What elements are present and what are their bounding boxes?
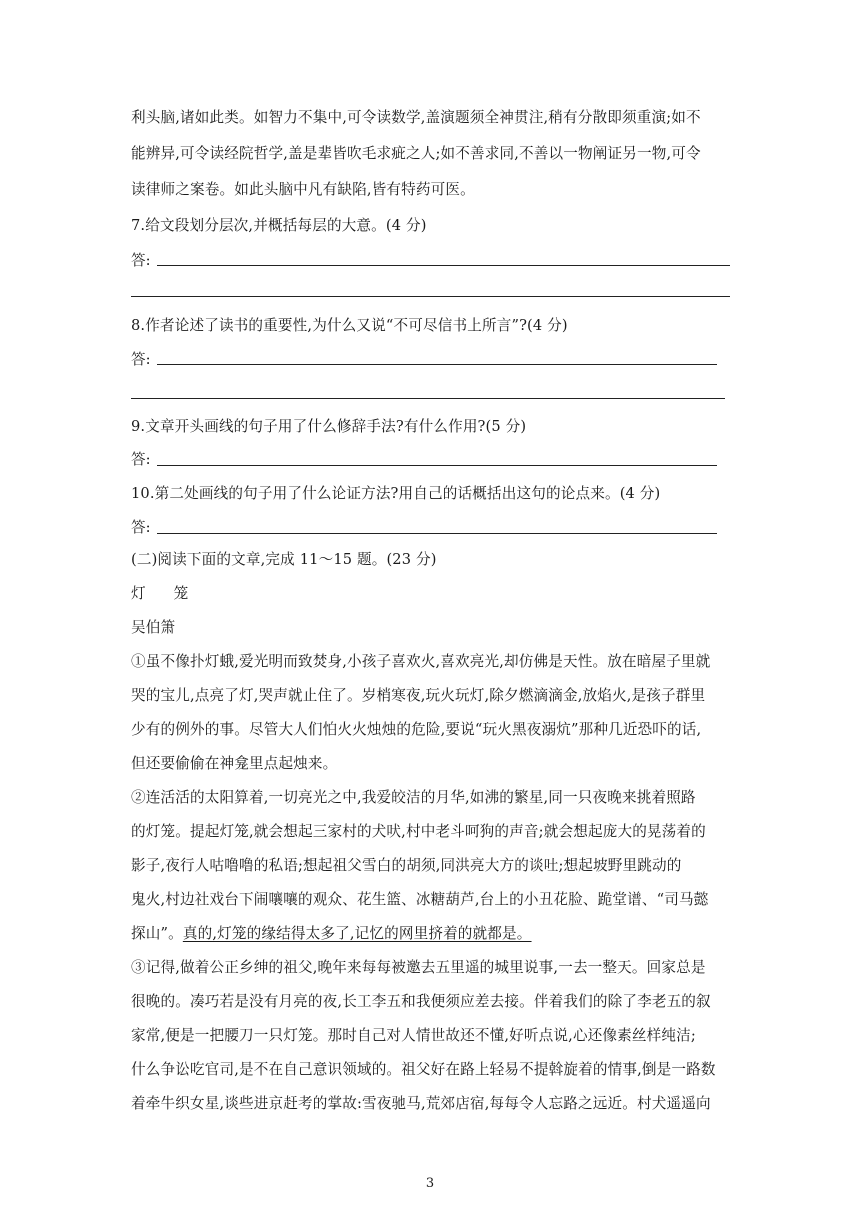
question-10: 10.第二处画线的句子用了什么论证方法?用自己的话概括出这句的论点来。(4 分) [131, 485, 661, 502]
paragraph-line: ①虽不像扑灯蛾,爱光明而致焚身,小孩子喜欢火,喜欢亮光,却仿佛是天性。放在暗屋子里就 [131, 653, 711, 670]
intro-line: 能辨异,可令读经院哲学,盖是辈皆吹毛求疵之人;如不善求同,不善以一物阐证另一物,可令 [131, 145, 701, 162]
article-title: 灯笼 [131, 585, 217, 602]
paragraph-line: 鬼火,村边社戏台下闹嚷嚷的观众、花生篮、冰糖葫芦,台上的小丑花脸、跪堂谱、“司马懿 [131, 891, 709, 908]
answer-line[interactable] [157, 465, 717, 466]
section-heading: (二)阅读下面的文章,完成 11～15 题。(23 分) [131, 551, 437, 568]
question-7: 7.给文段划分层次,并概括每层的大意。(4 分) [131, 217, 427, 234]
answer-line[interactable] [131, 296, 730, 297]
paragraph-line: 很晚的。凑巧若是没有月亮的夜,长工李五和我便须应差去接。伴着我们的除了李老五的叙 [131, 993, 711, 1010]
underlined-sentence: 真的,灯笼的缘结得太多了,记忆的网里挤着的就都是。 [182, 925, 532, 942]
answer-label: 答: [131, 451, 151, 468]
answer-line[interactable] [157, 265, 730, 266]
paragraph-line: ②连活活的太阳算着,一切亮光之中,我爱皎洁的月华,如沸的繁星,同一只夜晚来挑着照路 [131, 789, 696, 806]
paragraph-line: 影子,夜行人咕噜噜的私语;想起祖父雪白的胡须,同洪亮大方的谈吐;想起坡野里跳动的 [131, 857, 682, 874]
paragraph-line: 的灯笼。提起灯笼,就会想起三家村的犬吠,村中老斗呵狗的声音;就会想起庞大的晃荡着的 [131, 823, 706, 840]
intro-line: 利头脑,诸如此类。如智力不集中,可令读数学,盖演题须全神贯注,稍有分散即须重演;如不 [131, 109, 701, 126]
paragraph-line: 但还要偷偷在神龛里点起烛来。 [131, 755, 338, 772]
paragraph-line: 少有的例外的事。尽管大人们怕火火烛烛的危险,要说“玩火黑夜溺炕”那种几近恐吓的话, [131, 721, 702, 738]
paragraph-line: 哭的宝儿,点亮了灯,哭声就止住了。岁梢寒夜,玩火玩灯,除夕燃滴滴金,放焰火,是孩子群里 [131, 687, 706, 704]
paragraph-line: 家常,便是一把腰刀一只灯笼。那时自己对人情世故还不懂,好听点说,心还像素丝样纯洁; [131, 1027, 696, 1044]
intro-line: 读律师之案卷。如此头脑中凡有缺陷,皆有特药可医。 [131, 181, 475, 198]
paragraph-line: ③记得,做着公正乡绅的祖父,晚年来每每被邀去五里遥的城里说事,一去一整天。回家总是 [131, 959, 706, 976]
question-8: 8.作者论述了读书的重要性,为什么又说“不可尽信书上所言”?(4 分) [131, 317, 568, 334]
answer-label: 答: [131, 519, 151, 536]
answer-line[interactable] [157, 533, 717, 534]
question-9: 9.文章开头画线的句子用了什么修辞手法?有什么作用?(5 分) [131, 418, 527, 435]
paragraph-line: 什么争讼吃官司,是不在自己意识领域的。祖父好在路上轻易不提斡旋着的情事,倒是一路数 [131, 1061, 716, 1078]
answer-label: 答: [131, 351, 151, 368]
page-number: 3 [425, 1176, 435, 1191]
answer-line[interactable] [157, 364, 717, 365]
article-author: 吴伯箫 [131, 619, 176, 636]
answer-line[interactable] [131, 398, 725, 399]
answer-label: 答: [131, 252, 151, 269]
paragraph-line: 着牵牛织女星,谈些进京赶考的掌故:雪夜驰马,荒郊店宿,每每令人忘路之远近。村犬遥遥向 [131, 1095, 711, 1112]
paragraph-line [131, 924, 532, 944]
paragraph-text: 探山”。 [131, 925, 183, 942]
